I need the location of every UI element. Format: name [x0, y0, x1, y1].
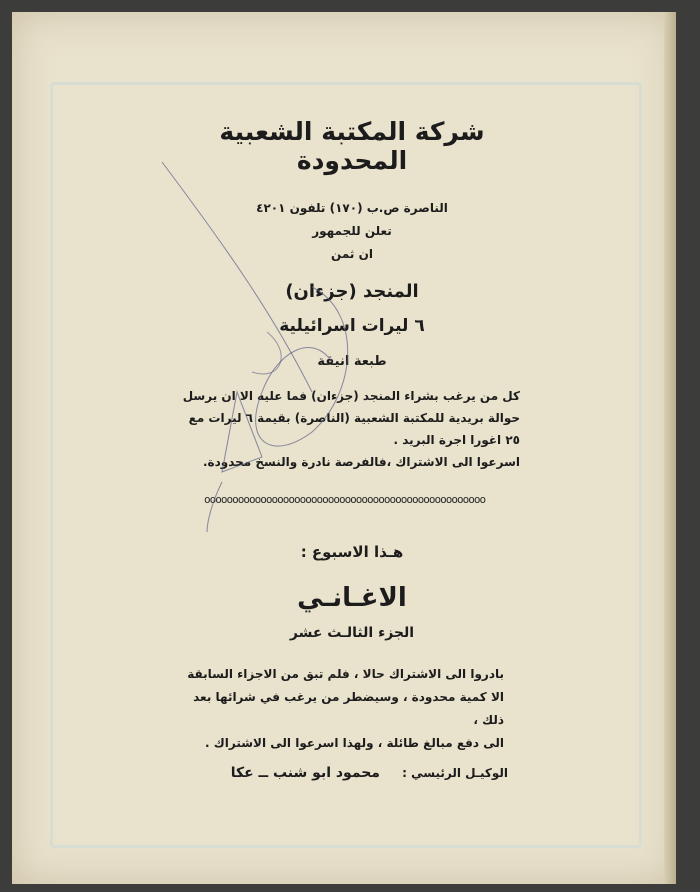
offer-line: ٢٥ اغورا اجرة البريد . — [393, 433, 520, 447]
weekly-paragraph — [172, 663, 532, 755]
weekly-part: الجزء الثالـث عشر — [289, 625, 415, 641]
company-address: الناصرة ص.ب (١٧٠) تلفون ٤٢٠١ — [256, 201, 448, 215]
ornamental-divider: oooooooooooooooooooooooooooooooooooooooooooooooooo — [204, 495, 486, 505]
weekly-line: الا كمية محدودة ، وسيضطر من يرغب في شرائها بعد ذلك ، — [193, 690, 504, 727]
weekly-book-title: الاغـانـي — [297, 583, 407, 613]
book-price: ٦ ليرات اسرائيلية — [279, 316, 425, 336]
book-title: المنجد (جزءان) — [285, 281, 419, 302]
edition-note: طبعة انيقة — [317, 354, 387, 369]
offer-line: حوالة بريدية للمكتبة الشعبية (الناصرة) بقيمة ٦ ليرات مع — [188, 411, 520, 425]
announcement-content — [172, 117, 532, 781]
price-intro-line: ان ثمن — [331, 247, 373, 261]
agent-line — [172, 765, 532, 781]
page-edge — [664, 12, 676, 884]
weekly-line: بادروا الى الاشتراك حالا ، فلم تبق من الاجزاء السابقة — [187, 667, 504, 681]
offer-paragraph — [172, 385, 532, 473]
announces-line: تعلن للجمهور — [312, 224, 392, 238]
agent-name: محمود ابو شنب ــ عكا — [230, 765, 380, 781]
offer-line: كل من يرغب بشراء المنجد (جزءان) فما عليه الا ان يرسل — [182, 389, 520, 403]
company-title: شركة المكتبة الشعبية المحدودة — [219, 117, 485, 175]
offer-line: اسرعوا الى الاشتراك ،فالفرصة نادرة والنسخ محدودة. — [202, 455, 520, 469]
agent-label: الوكيـل الرئيسي : — [402, 766, 508, 780]
document-page — [12, 12, 676, 884]
this-week-heading: هـذا الاسبوع : — [300, 543, 404, 561]
weekly-line: الى دفع مبالغ طائلة ، ولهذا اسرعوا الى الاشتراك . — [205, 736, 504, 750]
